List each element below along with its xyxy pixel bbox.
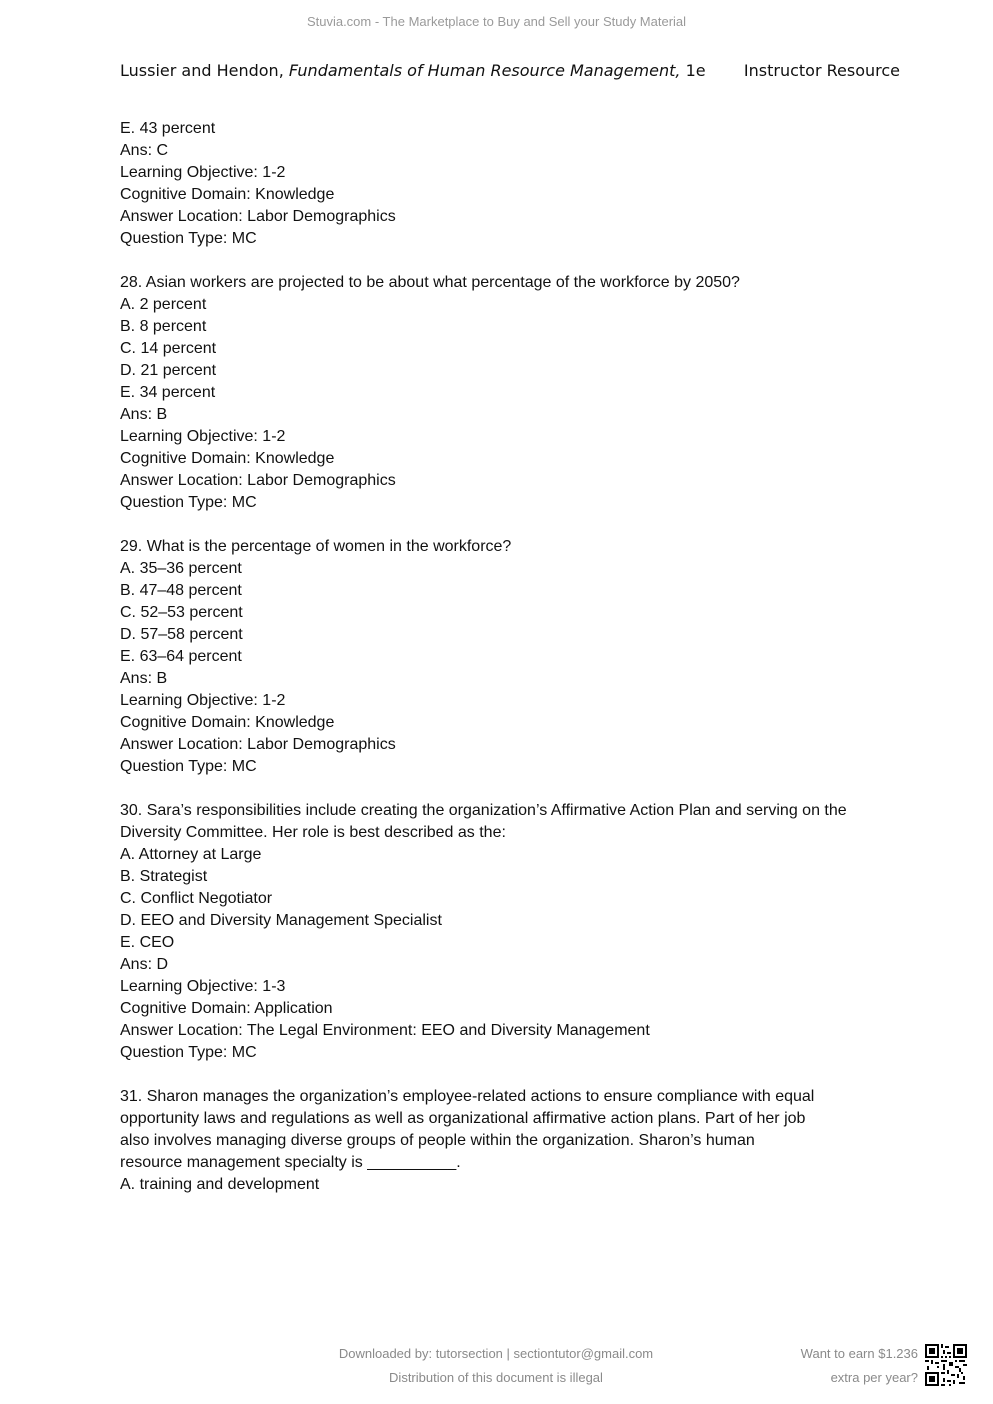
- running-header-left: [120, 61, 706, 80]
- stuvia-watermark: Stuvia.com - The Marketplace to Buy and Sell your Study Material: [306, 14, 687, 29]
- cognitive-domain: Cognitive Domain: Knowledge: [120, 186, 335, 203]
- option-c: C. Conflict Negotiator: [120, 890, 273, 907]
- question-29: 29. What is the percentage of women in the workforce?: [120, 538, 512, 555]
- earn-promo-link[interactable]: Want to earn $1.236: [800, 1346, 918, 1361]
- option-a: A. Attorney at Large: [120, 846, 262, 863]
- answer-location: Answer Location: Labor Demographics: [120, 472, 396, 489]
- learning-objective: Learning Objective: 1-2: [120, 164, 286, 181]
- option-e: E. CEO: [120, 934, 175, 951]
- option-a: A. training and development: [120, 1176, 320, 1193]
- earn-promo-link-2[interactable]: extra per year?: [830, 1370, 918, 1385]
- option-c: C. 14 percent: [120, 340, 217, 357]
- option-d: D. 21 percent: [120, 362, 217, 379]
- option-b: B. 47–48 percent: [120, 582, 242, 599]
- option-c: C. 52–53 percent: [120, 604, 243, 621]
- cognitive-domain: Cognitive Domain: Knowledge: [120, 450, 335, 467]
- question-type: Question Type: MC: [120, 494, 257, 511]
- answer-location: Answer Location: The Legal Environment: EEO and Diversity Management: [120, 1022, 650, 1039]
- answer-location: Answer Location: Labor Demographics: [120, 736, 396, 753]
- question-type: Question Type: MC: [120, 758, 257, 775]
- option-b: B. Strategist: [120, 868, 208, 885]
- document-body: [120, 118, 890, 1196]
- header-authors: Lussier and Hendon,: [120, 61, 289, 80]
- cognitive-domain: Cognitive Domain: Application: [120, 1000, 333, 1017]
- header-edition: 1e: [680, 61, 706, 80]
- option-a: A. 2 percent: [120, 296, 207, 313]
- option-e: E. 43 percent: [120, 120, 216, 137]
- learning-objective: Learning Objective: 1-2: [120, 428, 286, 445]
- answer-location: Answer Location: Labor Demographics: [120, 208, 396, 225]
- qr-code-icon[interactable]: [925, 1344, 967, 1386]
- question-type: Question Type: MC: [120, 230, 257, 247]
- option-d: D. 57–58 percent: [120, 626, 243, 643]
- question-type: Question Type: MC: [120, 1044, 257, 1061]
- header-book-title: Fundamentals of Human Resource Management,: [288, 61, 681, 80]
- answer-line: Ans: D: [120, 956, 169, 973]
- running-header-right: Instructor Resource: [743, 61, 900, 80]
- answer-line: Ans: C: [120, 142, 169, 159]
- question-30: 30. Sara’s responsibilities include creating the organization’s Affirmative Action Plan and serving on the Diversity Committee. Her role is best described as the:: [120, 802, 847, 841]
- option-e: E. 63–64 percent: [120, 648, 242, 665]
- question-31: 31. Sharon manages the organization’s employee-related actions to ensure compliance with equal opportunity laws and regulations as well as organizational affirmative action plans. Part of her job also involves managing diverse groups of people within the organization. Sharon’s human resource management specialty is __________.: [120, 1088, 815, 1171]
- distribution-notice: Distribution of this document is illegal: [389, 1370, 603, 1385]
- learning-objective: Learning Objective: 1-2: [120, 692, 286, 709]
- option-b: B. 8 percent: [120, 318, 207, 335]
- option-e: E. 34 percent: [120, 384, 216, 401]
- answer-line: Ans: B: [120, 670, 168, 687]
- cognitive-domain: Cognitive Domain: Knowledge: [120, 714, 335, 731]
- answer-line: Ans: B: [120, 406, 168, 423]
- question-28: 28. Asian workers are projected to be about what percentage of the workforce by 2050?: [120, 274, 740, 291]
- option-a: A. 35–36 percent: [120, 560, 242, 577]
- option-d: D. EEO and Diversity Management Specialist: [120, 912, 442, 929]
- learning-objective: Learning Objective: 1-3: [120, 978, 286, 995]
- downloaded-by-text: Downloaded by: tutorsection | sectiontutor@gmail.com: [338, 1346, 654, 1361]
